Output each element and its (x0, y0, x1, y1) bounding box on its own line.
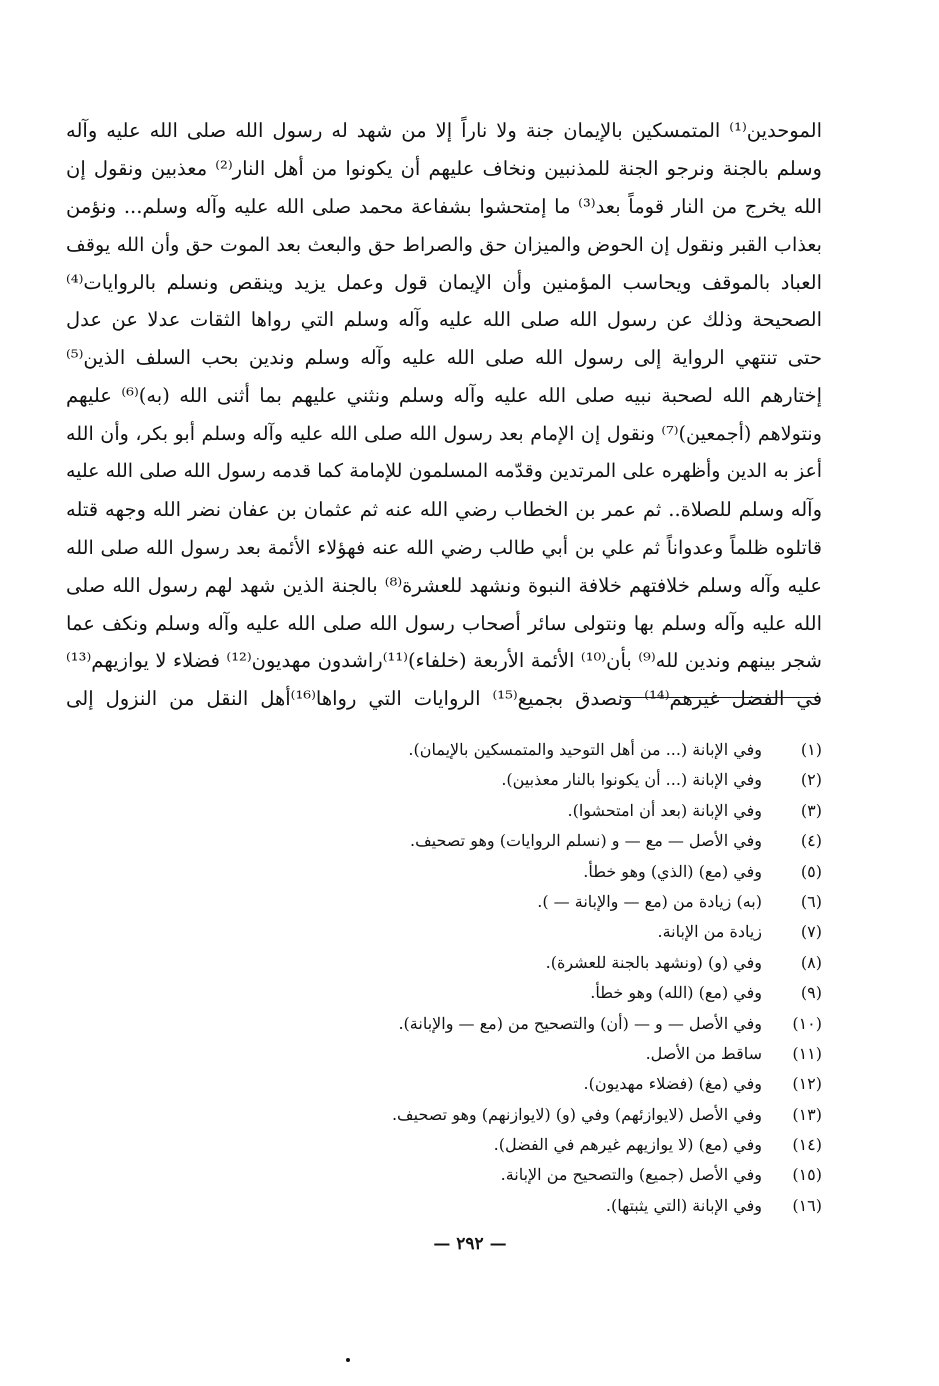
footnote-item (260, 1069, 822, 1099)
footnote-number: (٥) (800, 861, 822, 881)
footnote-text: وفي الإبانة (... أن يكونوا بالنار معذبين). (501, 770, 762, 790)
footnote-text: وفي الإبانة (بعد أن امتحشوا). (567, 800, 762, 820)
footnote-item (260, 735, 822, 765)
footnote-text: وفي (مع) (لا يوازيهم غيرهم في الفضل). (493, 1135, 762, 1155)
footnote-number: (١٤) (792, 1135, 822, 1155)
footnote-text: وفي الأصل — مع — و (نسلم الروايات) وهو تصحيف. (410, 831, 762, 851)
footnote-item (260, 978, 822, 1008)
text-line: وسلم بالجنة ونرجو الجنة للمذنبين ونخاف عليهم أن يكونوا من أهل النار⁽²⁾ معذبين ونقول إن (66, 156, 822, 180)
footnote-number: (٧) (800, 922, 822, 942)
footnote-number: (٩) (800, 983, 822, 1003)
footnote-text: وفي الأصل (جميع) والتصحيح من الإبانة. (500, 1165, 762, 1185)
footnote-item (260, 826, 822, 856)
text-line: إختارهم الله لصحبة نبيه صلى الله عليه وآله وسلم ونثني عليهم بما أثنى الله (به)⁽⁶⁾ عليهم (66, 384, 822, 408)
footnote-item (260, 1039, 822, 1069)
footnote-text: وفي الأصل (لايوازئهم) وفي (و) (لايوازنهم) وهو تصحيف. (391, 1104, 762, 1124)
footnote-text: وفي الإبانة (التي يثبتها). (605, 1195, 762, 1215)
footnote-number: (٣) (800, 800, 822, 820)
footnote-item (260, 796, 822, 826)
text-line: الصحيحة وذلك عن رسول الله صلى الله عليه وآله وسلم التي رواها الثقات عدلا عن عدل (66, 308, 822, 332)
footnote-text: ساقط من الأصل. (645, 1043, 762, 1063)
footnote-number: (١٦) (792, 1195, 822, 1215)
footnote-number: (١) (800, 740, 822, 759)
text-line: ونتولاهم (أجمعين)⁽⁷⁾ ونقول إن الإمام بعد رسول الله صلى الله عليه وآله وسلم أبو بكر، وأن الله (66, 422, 822, 446)
footnote-number: (١١) (792, 1043, 822, 1063)
footnote-item (260, 765, 822, 795)
footnotes-block (260, 735, 822, 1221)
text-line: شجر بينهم وندين لله⁽⁹⁾ بأن⁽¹⁰⁾ الأئمة الأربعة (خلفاء)⁽¹¹⁾راشدون مهديون⁽¹²⁾ فضلاء لا يوازيهم⁽¹³⁾ (66, 649, 822, 673)
footnote-text: (به) زيادة من (مع — والإبانة — ). (537, 891, 762, 911)
text-line: بعذاب القبر ونقول إن الحوض والميزان حق والصراط حق والبعث بعد الموت حق وأن الله يوقف (66, 232, 822, 256)
footnote-number: (١٠) (792, 1013, 822, 1033)
footnote-number: (٨) (800, 952, 822, 972)
footnote-number: (٦) (800, 891, 822, 911)
footnote-text: زيادة من الإبانة. (657, 922, 762, 942)
text-line: عليه وآله وسلم خلافتهم خلافة النبوة ونشهد للعشرة⁽⁸⁾ بالجنة الذين شهد لهم رسول الله صلى (66, 573, 822, 597)
page-number: — ٢٩٢ — (433, 1234, 507, 1254)
footnote-text: وفي الإبانة (... من أهل التوحيد والمتمسكين بالإيمان). (408, 740, 762, 759)
text-line: العباد بالموقف ويحاسب المؤمنين وأن الإيمان قول وعمل يزيد وينقص ونسلم بالروايات⁽⁴⁾ (66, 270, 822, 294)
text-line: في الفضل غيرهم⁽¹⁴⁾ ونصدق بجميع⁽¹⁵⁾ الروايات التي رواها⁽¹⁶⁾أهل النقل من النزول إلى (66, 687, 822, 711)
text-line: قاتلوه ظلماً وعدواناً ثم علي بن أبي طالب رضي الله عنه فهؤلاء الأئمة بعد رسول الله صلى الله (66, 535, 822, 559)
main-text-block (66, 112, 822, 718)
footnote-item (260, 917, 822, 947)
footnote-item (260, 948, 822, 978)
text-line: وآله وسلم للصلاة.. ثم عمر بن الخطاب رضي الله عنه ثم عثمان بن عفان نضر الله وجهه قتله (66, 497, 822, 521)
footnote-item (260, 1160, 822, 1190)
footnote-text: وفي (و) (ونشهد بالجنة للعشرة). (545, 952, 762, 972)
footnote-item (260, 887, 822, 917)
footnote-item (260, 1191, 822, 1221)
footnote-separator (620, 697, 820, 698)
footnote-number: (٤) (800, 831, 822, 851)
footnote-text: وفي الأصل — و — (أن) والتصحيح من (مع — والإبانة). (398, 1013, 762, 1033)
footnote-item (260, 1100, 822, 1130)
text-line: الموحدين⁽¹⁾ المتمسكين بالإيمان جنة ولا ناراً إلا من شهد له رسول الله صلى الله عليه وآله (66, 119, 822, 142)
text-line: أعز به الدين وأظهره على المرتدين وقدّمه المسلمون للإمامة كما قدمه رسول الله صلى الله عليه (66, 460, 822, 483)
footnote-number: (١٥) (792, 1165, 822, 1185)
footnote-number: (١٢) (792, 1074, 822, 1094)
footnote-item (260, 1130, 822, 1160)
footnote-number: (٢) (800, 770, 822, 790)
footnote-text: وفي (مع) (الله) وهو خطأ. (590, 983, 762, 1003)
footnote-text: وفي (مغ) (فضلاء مهديون). (583, 1074, 762, 1094)
footnote-item (260, 1009, 822, 1039)
text-line: حتى تنتهي الرواية إلى رسول الله صلى الله عليه وآله وسلم وندين بحب السلف الذين⁽⁵⁾ (66, 346, 822, 370)
footnote-item (260, 857, 822, 887)
footnote-number: (١٣) (792, 1104, 822, 1124)
footnote-text: وفي (مع) (الذي) وهو خطأ. (583, 861, 762, 881)
text-line: الله يخرج من النار قوماً بعد⁽³⁾ ما إمتحشوا بشفاعة محمد صلى الله عليه وآله وسلم... ونؤمن (66, 194, 822, 218)
text-line: الله عليه وآله وسلم بها ونتولى سائر أصحاب رسول الله صلى الله عليه وآله وسلم ونكف عما (66, 611, 822, 635)
ink-dot (346, 1358, 350, 1362)
